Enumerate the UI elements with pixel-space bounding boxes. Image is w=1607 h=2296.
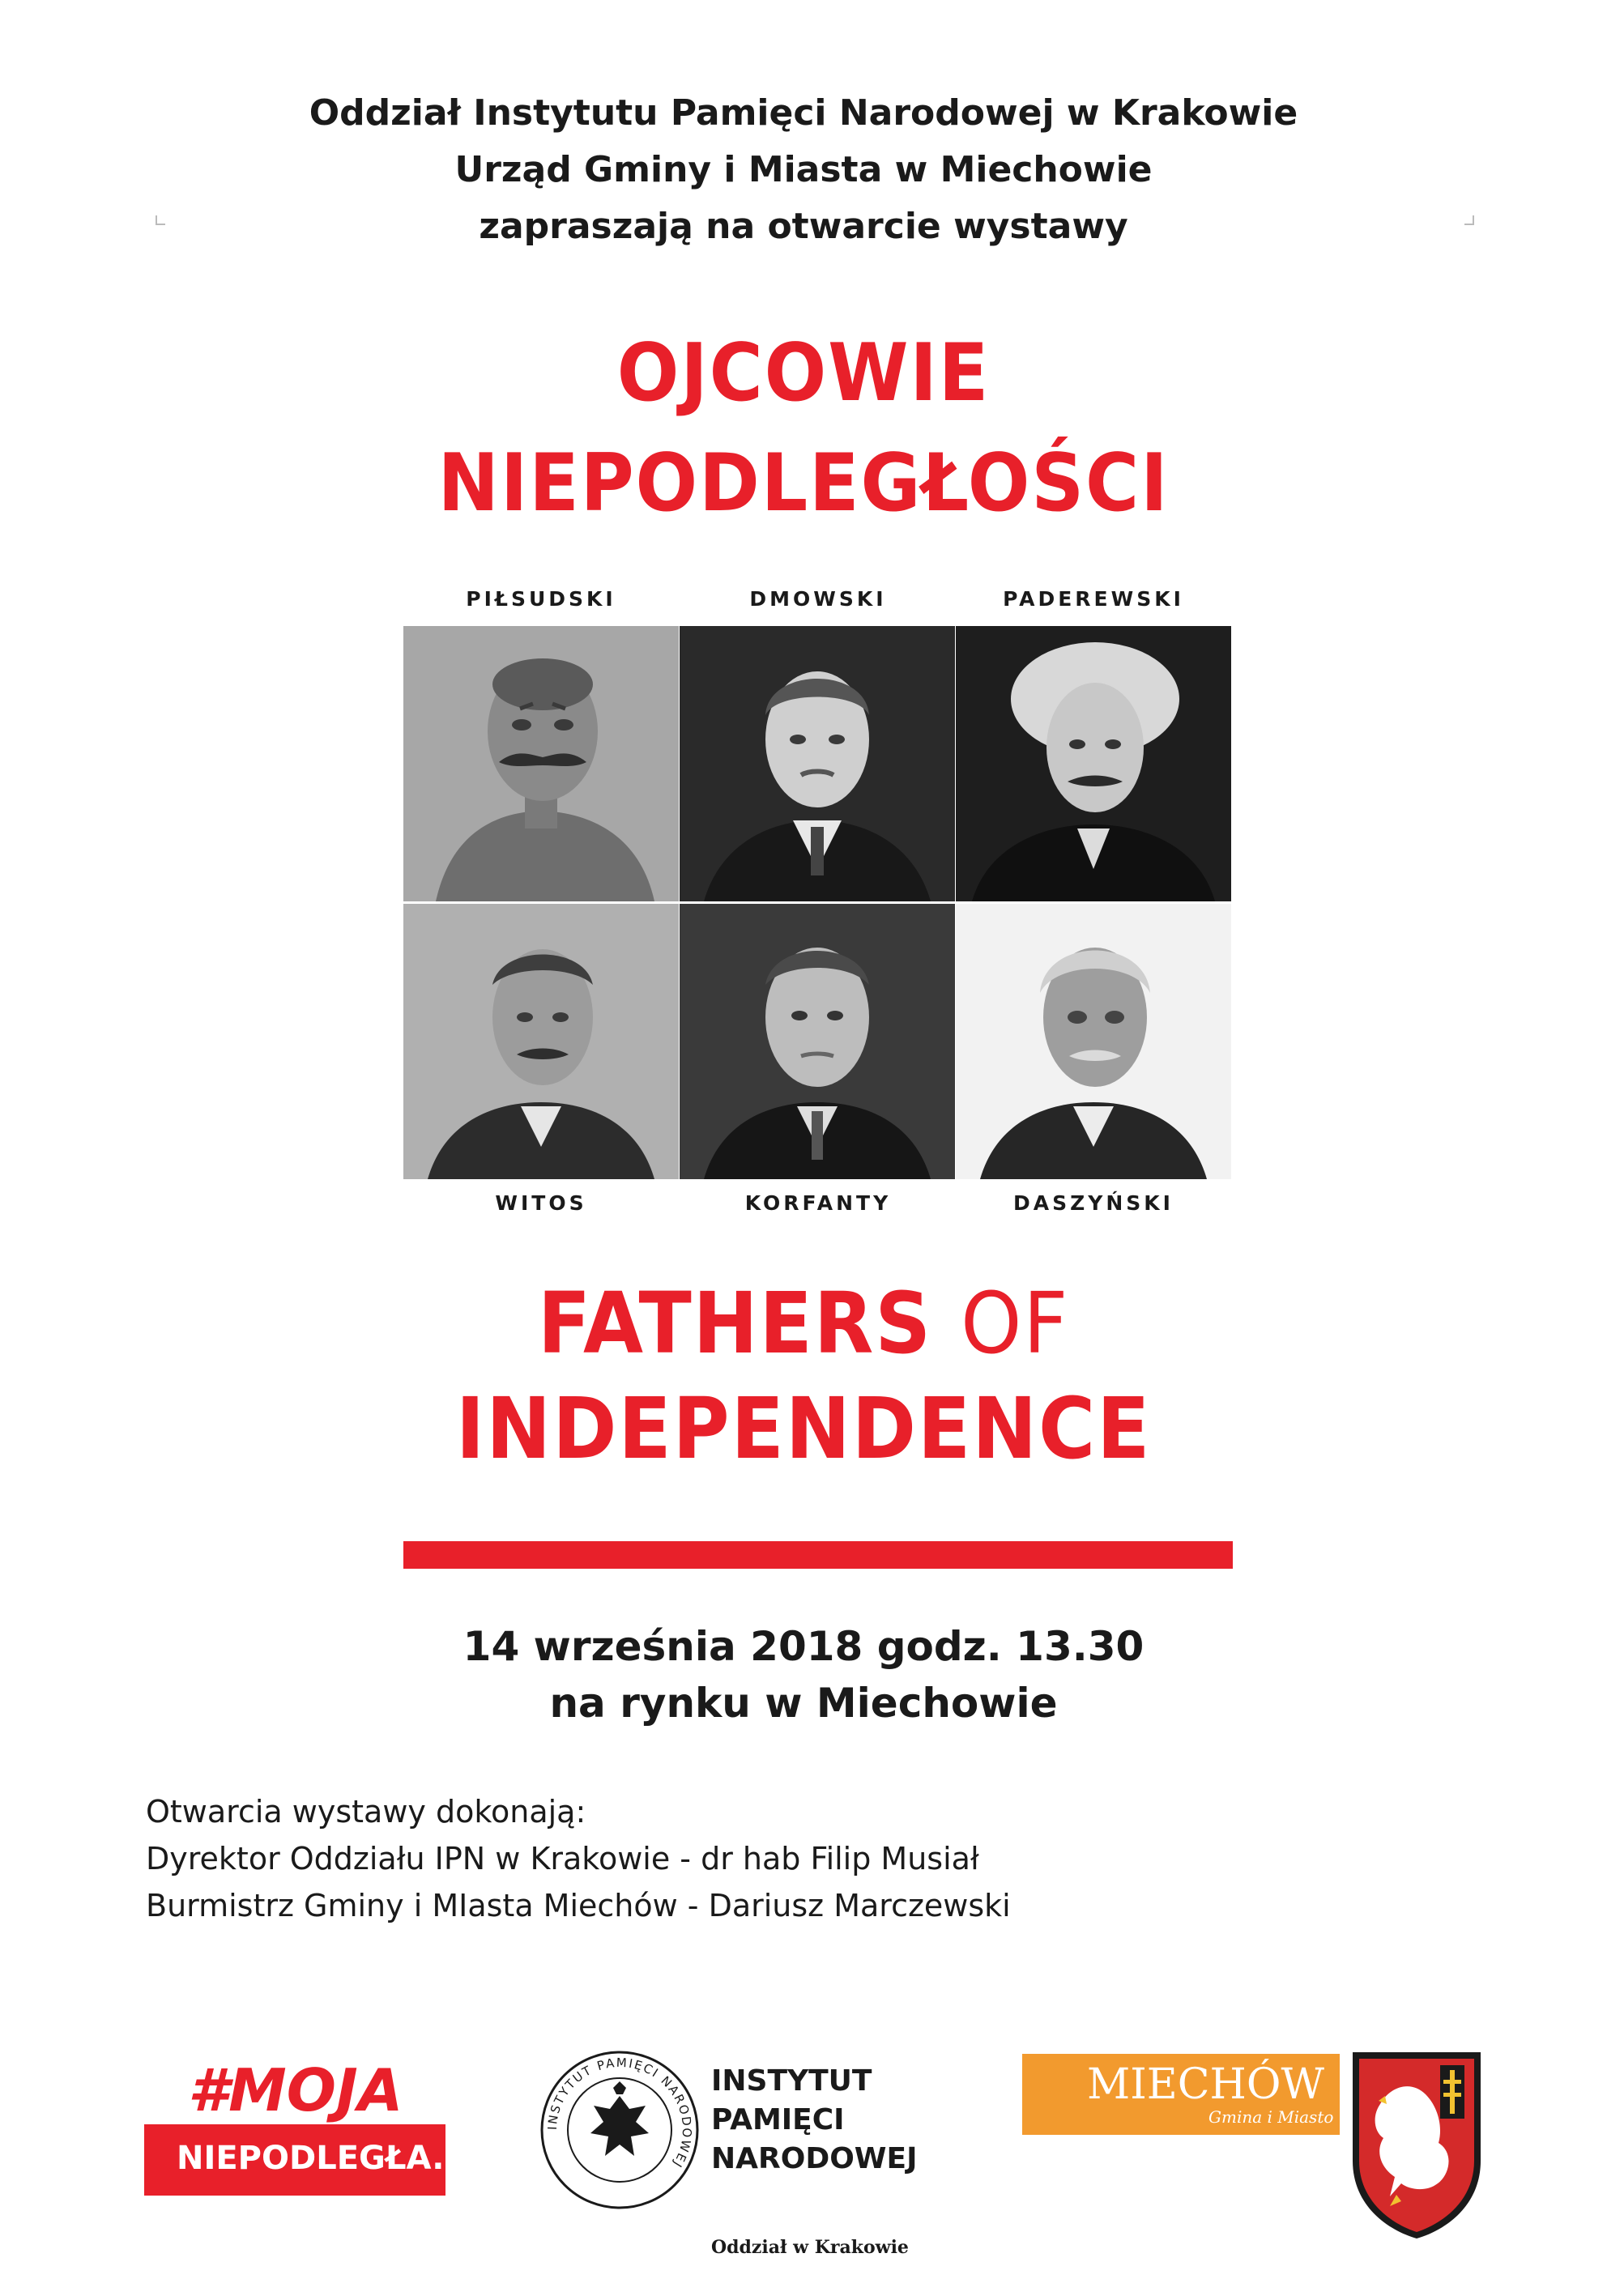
portrait-label-pilsudski: PIŁSUDSKI: [466, 587, 616, 611]
portrait-label-daszynski: DASZYŃSKI: [1013, 1191, 1174, 1215]
ipn-seal-logo: [539, 2049, 701, 2211]
title-en-line-2: INDEPENDENCE: [455, 1379, 1152, 1478]
crop-mark-left: [156, 215, 165, 225]
crop-mark-right: [1464, 215, 1474, 225]
title-en-of: OF: [961, 1274, 1070, 1373]
divider-bar: [403, 1541, 1233, 1569]
opening-person-1: Dyrektor Oddziału IPN w Krakowie - dr hab Filip Musiał: [146, 1841, 979, 1876]
ipn-branch: Oddział w Krakowie: [711, 2237, 909, 2258]
organizer-line-2: Urząd Gminy i Miasta w Miechowie: [454, 149, 1153, 190]
portrait-korfanty: [680, 904, 955, 1179]
title-en-fathers: FATHERS: [537, 1274, 932, 1373]
opening-person-2: Burmistrz Gminy i MIasta Miechów - Dariusz Marczewski: [146, 1888, 1011, 1923]
portrait-dmowski: [680, 626, 955, 901]
portrait-pilsudski: [403, 626, 679, 901]
ipn-name-line-3: NARODOWEJ: [711, 2142, 918, 2175]
miechow-name: MIECHÓW: [1087, 2060, 1324, 2109]
portrait-grid: [403, 626, 1231, 1180]
moja-subtitle: NIEPODLEGŁA.: [177, 2140, 445, 2177]
portrait-daszynski: [956, 904, 1231, 1179]
ipn-name-line-1: INSTYTUT: [711, 2064, 872, 2098]
ipn-seal-text: INSTYTUT PAMIĘCI NARODOWEJ: [544, 2055, 695, 2171]
title-pl-line-1: OJCOWIE: [616, 327, 991, 420]
event-place: na rynku w Miechowie: [549, 1680, 1058, 1727]
portrait-paderewski: [956, 626, 1231, 901]
portrait-label-witos: WITOS: [495, 1191, 587, 1215]
title-en-line-1: [64, 1274, 1542, 1373]
organizer-line-1: Oddział Instytutu Pamięci Narodowej w Krakowie: [309, 92, 1298, 134]
title-pl-line-2: NIEPODLEGŁOŚCI: [437, 437, 1170, 530]
portrait-label-korfanty: KORFANTY: [744, 1191, 892, 1215]
miechow-coat-of-arms-icon: [1348, 2047, 1486, 2242]
miechow-logo: [1022, 2054, 1340, 2135]
portrait-label-paderewski: PADEREWSKI: [1003, 587, 1184, 611]
event-date-time: 14 września 2018 godz. 13.30: [462, 1623, 1145, 1670]
miechow-subtitle: Gmina i Miasto: [1208, 2107, 1334, 2127]
portrait-witos: [403, 904, 679, 1179]
ipn-name-line-2: PAMIĘCI: [711, 2103, 845, 2136]
invitation-line: zapraszają na otwarcie wystawy: [479, 206, 1128, 247]
portrait-label-dmowski: DMOWSKI: [749, 587, 887, 611]
moja-hashtag: #MOJA: [188, 2056, 403, 2124]
opening-intro: Otwarcia wystawy dokonają:: [146, 1794, 586, 1830]
moja-niepodlegla-logo: [144, 2056, 445, 2199]
